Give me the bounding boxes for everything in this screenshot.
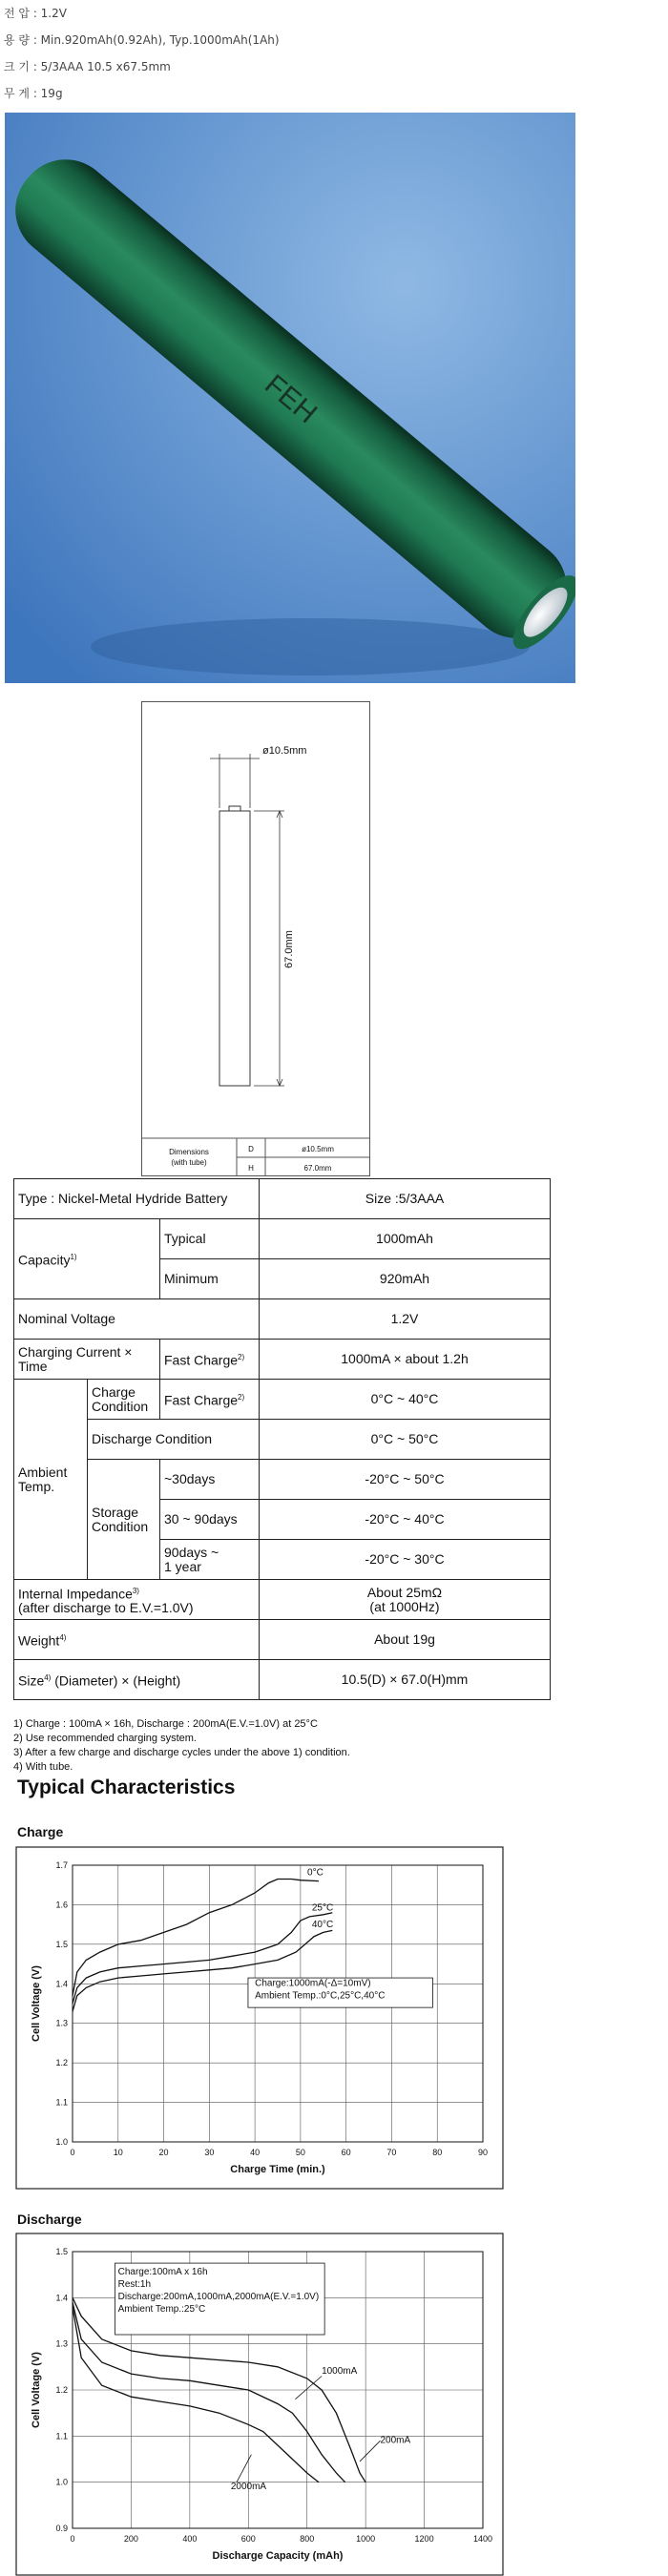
spec-size: 크 기 : 5/3AAA 10.5 x67.5mm <box>4 60 171 73</box>
footnote-ref: 2) <box>238 1353 245 1362</box>
y-tick-label: 1.4 <box>55 1979 68 1989</box>
x-tick-label: 1200 <box>414 2534 434 2544</box>
footnote: 2) Use recommended charging system. <box>13 1733 197 1744</box>
y-tick-label: 1.4 <box>55 2293 68 2303</box>
spec-label: 무 게 <box>4 87 30 100</box>
annotation <box>115 2263 325 2335</box>
x-tick-label: 20 <box>158 2148 169 2157</box>
typical-value: 1000mAh <box>260 1219 551 1259</box>
storage-period-3-line2: 1 year <box>164 1558 201 1574</box>
nominal-voltage-label: Nominal Voltage <box>14 1299 260 1340</box>
x-tick-label: 800 <box>300 2534 315 2544</box>
annotation-text: Rest:1h <box>117 2279 152 2291</box>
charging-current-label <box>14 1340 160 1380</box>
x-axis-label: Charge Time (min.) <box>230 2164 325 2175</box>
table-row <box>14 1460 551 1500</box>
storage-period-2: 30 ~ 90days <box>160 1500 260 1540</box>
spec-value: Min.920mAh(0.92Ah), Typ.1000mAh(1Ah) <box>40 33 280 47</box>
storage-period-3-line1: 90days ~ <box>164 1544 219 1560</box>
fast-charge-value: 1000mA × about 1.2h <box>260 1340 551 1380</box>
battery-photo <box>5 113 575 683</box>
x-tick-label: 50 <box>295 2148 305 2157</box>
table-row <box>14 1620 551 1660</box>
footnote-ref: 4) <box>44 1673 52 1683</box>
footnote-ref: 4) <box>59 1633 67 1643</box>
x-tick-label: 40 <box>250 2148 261 2157</box>
x-tick-label: 0 <box>70 2534 75 2544</box>
y-tick-label: 1.1 <box>55 2097 68 2108</box>
table-row <box>14 1380 551 1420</box>
dimension-drawing <box>141 701 370 1176</box>
series-label: 1000mA <box>322 2366 358 2378</box>
series-label: 0°C <box>307 1867 324 1879</box>
impedance-label <box>14 1580 260 1620</box>
annotation-text: Charge:1000mA(-Δ=10mV) <box>255 1978 371 1989</box>
storage-period-3 <box>160 1540 260 1580</box>
series-label: 200mA <box>380 2435 411 2446</box>
x-tick-label: 80 <box>432 2148 443 2157</box>
footnote-ref: 2) <box>238 1393 245 1402</box>
charging-current-line1: Charging Current × <box>18 1343 133 1360</box>
dim-table-header: Dimensions <box>169 1148 209 1156</box>
discharge-chart <box>15 2233 504 2576</box>
x-tick-label: 0 <box>70 2148 75 2157</box>
storage-value-1: -20°C ~ 50°C <box>260 1460 551 1500</box>
table-row <box>14 1660 551 1700</box>
dim-table-header2: (with tube) <box>171 1158 207 1167</box>
spec-label: 크 기 <box>4 60 30 73</box>
spec-weight: 무 게 : 19g <box>4 87 63 100</box>
capacity-label: Capacity <box>18 1252 71 1268</box>
x-tick-label: 1000 <box>356 2534 376 2544</box>
y-tick-label: 1.5 <box>55 1939 68 1949</box>
y-tick-label: 1.0 <box>55 2137 68 2147</box>
charge-condition-line1: Charge <box>92 1383 136 1400</box>
footnote-ref: 1) <box>70 1253 77 1262</box>
table-row <box>14 1219 551 1259</box>
dim-val-h: 67.0mm <box>303 1164 332 1173</box>
x-tick-label: 200 <box>123 2534 138 2544</box>
x-axis-label: Discharge Capacity (mAh) <box>212 2550 344 2562</box>
footnote: 4) With tube. <box>13 1761 73 1773</box>
impedance-value-line2: (at 1000Hz) <box>369 1598 440 1614</box>
ambient-temp-label <box>14 1380 88 1580</box>
dim-key-h: H <box>248 1164 254 1173</box>
size-label <box>14 1660 260 1700</box>
weight-value: About 19g <box>260 1620 551 1660</box>
y-axis-label: Cell Voltage (V) <box>31 1965 42 2042</box>
fast-charge-text: Fast Charge <box>164 1392 239 1408</box>
discharge-condition-label: Discharge Condition <box>88 1420 260 1460</box>
size-text: Size <box>18 1672 45 1689</box>
storage-line1: Storage <box>92 1504 139 1520</box>
y-tick-label: 1.2 <box>55 2385 68 2395</box>
spec-value: 1.2V <box>40 7 67 20</box>
discharge-heading: Discharge <box>17 2212 82 2227</box>
series-label: 25°C <box>311 1902 334 1914</box>
y-axis-label: Cell Voltage (V) <box>31 2352 42 2428</box>
charge-condition-label <box>88 1380 160 1420</box>
spec-value: 5/3AAA 10.5 x67.5mm <box>40 60 171 73</box>
y-tick-label: 0.9 <box>55 2524 68 2533</box>
x-tick-label: 90 <box>477 2148 489 2157</box>
size-value: 10.5(D) × 67.0(H)mm <box>260 1660 551 1700</box>
footnotes <box>13 1717 350 1775</box>
table-row <box>14 1580 551 1620</box>
spec-label: 용 량 <box>4 33 30 47</box>
annotation-text: Discharge:200mA,1000mA,2000mA(E.V.=1.0V) <box>117 2292 320 2303</box>
annotation <box>248 1978 433 2007</box>
storage-value-3: -20°C ~ 30°C <box>260 1540 551 1580</box>
ambient-line2: Temp. <box>18 1478 55 1494</box>
dim-val-d: ø10.5mm <box>302 1145 334 1153</box>
footnote: 3) After a few charge and discharge cycles under the above 1) condition. <box>13 1747 350 1758</box>
type-cell: Type : Nickel-Metal Hydride Battery <box>14 1179 260 1219</box>
size-rest: (Diameter) × (Height) <box>51 1672 181 1689</box>
storage-period-1: ~30days <box>160 1460 260 1500</box>
y-tick-label: 1.6 <box>55 1900 68 1910</box>
charging-current-line2: Time <box>18 1358 48 1374</box>
fast-charge-label <box>160 1340 260 1380</box>
series-label: 40°C <box>311 1920 334 1931</box>
charge-heading: Charge <box>17 1824 64 1839</box>
size-cell: Size :5/3AAA <box>260 1179 551 1219</box>
series-label: 2000mA <box>230 2481 267 2492</box>
typical-label: Typical <box>160 1219 260 1259</box>
annotation-text: Ambient Temp.:25°C <box>117 2304 206 2316</box>
y-tick-label: 1.5 <box>55 2247 68 2256</box>
chart-frame <box>16 1847 503 2189</box>
weight-text: Weight <box>18 1632 60 1649</box>
fast-charge-text: Fast Charge <box>164 1352 239 1368</box>
capacity-cell <box>14 1219 160 1299</box>
impedance-line1: Internal Impedance <box>18 1586 133 1602</box>
section-title: Typical Characteristics <box>17 1776 236 1798</box>
x-tick-label: 600 <box>240 2534 256 2544</box>
spec-capacity: 용 량 : Min.920mAh(0.92Ah), Typ.1000mAh(1Ah) <box>4 33 280 47</box>
x-tick-label: 30 <box>204 2148 215 2157</box>
table-row <box>14 1420 551 1460</box>
height-label: 67.0mm <box>283 930 295 968</box>
annotation-text: Charge:100mA x 16h <box>117 2267 208 2278</box>
table-row <box>14 1179 551 1219</box>
charge-condition-value: 0°C ~ 40°C <box>260 1380 551 1420</box>
y-tick-label: 1.3 <box>55 2018 68 2028</box>
impedance-value-line1: About 25mΩ <box>366 1584 443 1600</box>
fast-charge-label <box>160 1380 260 1420</box>
storage-line2: Condition <box>92 1518 149 1534</box>
x-tick-label: 60 <box>341 2148 351 2157</box>
table-row <box>14 1340 551 1380</box>
table-row <box>14 1299 551 1340</box>
x-tick-label: 70 <box>386 2148 397 2157</box>
discharge-condition-value: 0°C ~ 50°C <box>260 1420 551 1460</box>
x-tick-label: 10 <box>113 2148 123 2157</box>
y-tick-label: 1.7 <box>55 1860 68 1870</box>
cell-marking: FEH <box>259 368 324 430</box>
y-tick-label: 1.1 <box>55 2431 68 2441</box>
dim-key-d: D <box>248 1145 254 1153</box>
minimum-value: 920mAh <box>260 1259 551 1299</box>
x-tick-label: 400 <box>182 2534 198 2544</box>
diameter-label: ø10.5mm <box>262 745 307 757</box>
spec-table <box>13 1178 551 1700</box>
minimum-label: Minimum <box>160 1259 260 1299</box>
storage-condition-label <box>88 1460 160 1580</box>
charge-condition-line2: Condition <box>92 1398 149 1414</box>
footnote-ref: 3) <box>132 1586 139 1595</box>
x-tick-label: 1400 <box>472 2534 493 2544</box>
ambient-line1: Ambient <box>18 1464 68 1480</box>
impedance-value <box>260 1580 551 1620</box>
impedance-line2: (after discharge to E.V.=1.0V) <box>18 1600 194 1616</box>
annotation-text: Ambient Temp.:0°C,25°C,40°C <box>255 1990 386 2002</box>
storage-value-2: -20°C ~ 40°C <box>260 1500 551 1540</box>
charge-chart <box>15 1846 504 2190</box>
spec-label: 전 압 <box>4 7 30 20</box>
spec-voltage: 전 압 : 1.2V <box>4 7 67 20</box>
weight-label <box>14 1620 260 1660</box>
nominal-voltage-value: 1.2V <box>260 1299 551 1340</box>
y-tick-label: 1.0 <box>55 2477 68 2487</box>
footnote: 1) Charge : 100mA × 16h, Discharge : 200mA(E.V.=1.0V) at 25°C <box>13 1718 318 1730</box>
y-tick-label: 1.2 <box>55 2058 68 2068</box>
spec-value: 19g <box>40 87 63 100</box>
y-tick-label: 1.3 <box>55 2338 68 2349</box>
